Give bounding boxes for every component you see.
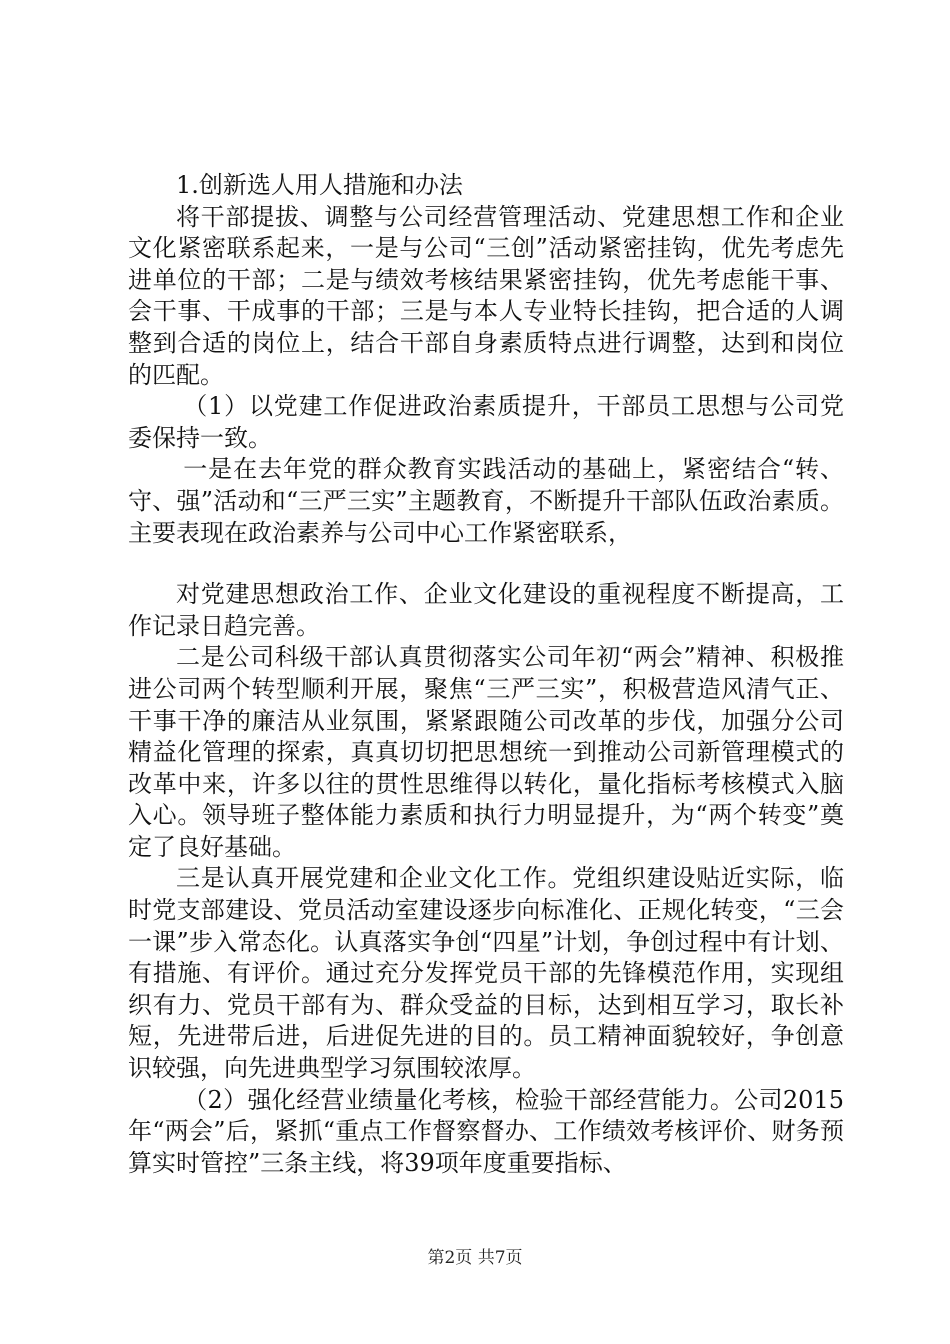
paragraph: 将干部提拔、调整与公司经营管理活动、党建思想工作和企业文化紧密联系起来，一是与公司“三创”活动紧密挂钩，优先考虑先进单位的干部；二是与绩效考核结果紧密挂钩，优先考虑能干事、会干事、干成事的干部；三是与本人专业特长挂钩，把合适的人调整到合适的岗位上，结合干部自身素质特点进行调整，达到和岗位的匹配。 (128, 202, 844, 389)
section-heading: 1.创新选人用人措施和办法 (176, 171, 463, 199)
paragraph: （2）强化经营业绩量化考核，检验干部经营能力。公司2015年“两会”后，紧抓“重点工作督察督办、工作绩效考核评价、财务预算实时管控”三条主线，将39项年度重要指标、 (128, 1085, 844, 1177)
paragraph: 二是公司科级干部认真贯彻落实公司年初“两会”精神、积极推进公司两个转型顺利开展，聚焦“三严三实”，积极营造风清气正、干事干净的廉洁从业氛围，紧紧跟随公司改革的步伐，加强分公司精益化管理的探索，真真切切把思想统一到推动公司新管理模式的改革中来，许多以往的贯性思维得以转化，量化指标考核模式入脑入心。领导班子整体能力素质和执行力明显提升，为“两个转变”奠定了良好基础。 (128, 643, 844, 861)
paragraph: 对党建思想政治工作、企业文化建设的重视程度不断提高，工作记录日趋完善。 (128, 580, 844, 640)
document-body (128, 170, 844, 1179)
paragraph: 三是认真开展党建和企业文化工作。党组织建设贴近实际，临时党支部建设、党员活动室建设逐步向标准化、正规化转变，“三会一课”步入常态化。认真落实争创“四星”计划，争创过程中有计划、有措施、有评价。通过充分发挥党员干部的先锋模范作用，实现组织有力、党员干部有为、群众受益的目标，达到相互学习，取长补短，先进带后进，后进促先进的目的。员工精神面貌较好，争创意识较强，向先进典型学习氛围较浓厚。 (128, 864, 844, 1083)
subsection-heading: （1）以党建工作促进政治素质提升，干部员工思想与公司党委保持一致。 (128, 392, 844, 452)
page-number: 第2页 共7页 (427, 1248, 523, 1268)
paragraph: 一是在去年党的群众教育实践活动的基础上，紧密结合“转、守、强”活动和“三严三实”主题教育，不断提升干部队伍政治素质。主要表现在政治素养与公司中心工作紧密联系， (128, 455, 844, 547)
